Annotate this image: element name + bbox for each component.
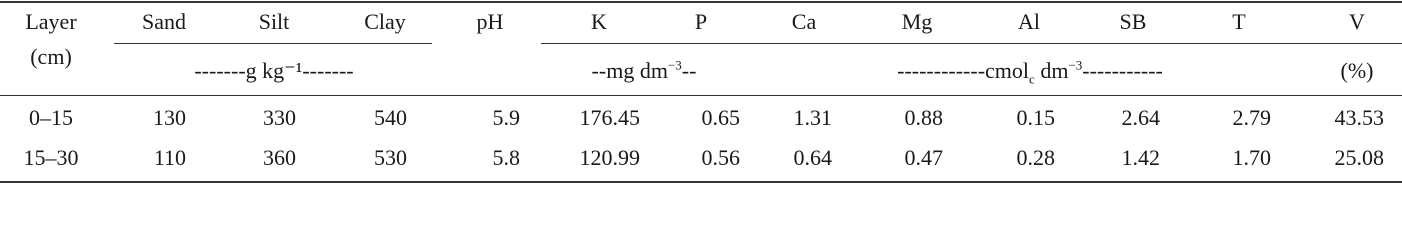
unit-percent: (%) <box>1340 58 1374 83</box>
top-rule <box>0 1 1402 3</box>
header-mg: Mg <box>901 9 933 34</box>
header-sb: SB <box>1119 9 1147 34</box>
cell-k: 120.99 <box>579 145 640 170</box>
cell-clay: 530 <box>374 145 407 170</box>
cell-p: 0.65 <box>701 105 740 130</box>
cell-sb: 2.64 <box>1121 105 1160 130</box>
header-p: P <box>694 9 708 34</box>
header-layer-unit: (cm) <box>30 44 72 69</box>
header-v: V <box>1349 9 1365 34</box>
cell-mg: 0.47 <box>904 145 943 170</box>
header-layer: Layer <box>25 9 77 34</box>
cell-t: 1.70 <box>1232 145 1271 170</box>
cell-ca: 0.64 <box>793 145 832 170</box>
unit-mg-dm3: --mg $dm^{-3}--$ <box>591 57 697 83</box>
cell-v: 25.08 <box>1334 145 1384 170</box>
cell-clay: 540 <box>374 105 407 130</box>
cell-sand: 130 <box>153 105 186 130</box>
header-sand: Sand <box>142 9 186 34</box>
nutrients-rule <box>541 43 1402 44</box>
header-silt: Silt <box>258 9 290 34</box>
header-rule <box>0 95 1402 96</box>
cell-al: 0.15 <box>1016 105 1055 130</box>
cell-t: 2.79 <box>1232 105 1271 130</box>
cell-k: 176.45 <box>579 105 640 130</box>
cell-sb: 1.42 <box>1121 145 1160 170</box>
cell-ph: 5.8 <box>492 145 520 170</box>
cell-mg: 0.88 <box>904 105 943 130</box>
cell-al: 0.28 <box>1016 145 1055 170</box>
cell-layer: 0–15 <box>29 105 73 130</box>
cell-p: 0.56 <box>701 145 740 170</box>
header-ph: pH <box>476 9 504 34</box>
bottom-rule <box>0 181 1402 183</box>
header-clay: Clay <box>364 9 406 34</box>
header-ca: Ca <box>791 9 817 34</box>
cell-ph: 5.9 <box>492 105 520 130</box>
header-al: Al <box>1018 9 1040 34</box>
cell-layer: 15–30 <box>23 145 79 170</box>
cell-v: 43.53 <box>1334 105 1384 130</box>
granulometry-rule <box>114 43 432 44</box>
header-k: K <box>591 9 607 34</box>
unit-granulometry: -------g kg⁻¹------- <box>194 58 354 83</box>
unit-cmolc-dm3: ------------cmol$_c$ $dm^{-3}-----------$ <box>897 57 1163 87</box>
cell-ca: 1.31 <box>793 105 832 130</box>
cell-silt: 330 <box>263 105 296 130</box>
cell-silt: 360 <box>263 145 296 170</box>
header-t: T <box>1232 9 1246 34</box>
cell-sand: 110 <box>153 145 186 170</box>
